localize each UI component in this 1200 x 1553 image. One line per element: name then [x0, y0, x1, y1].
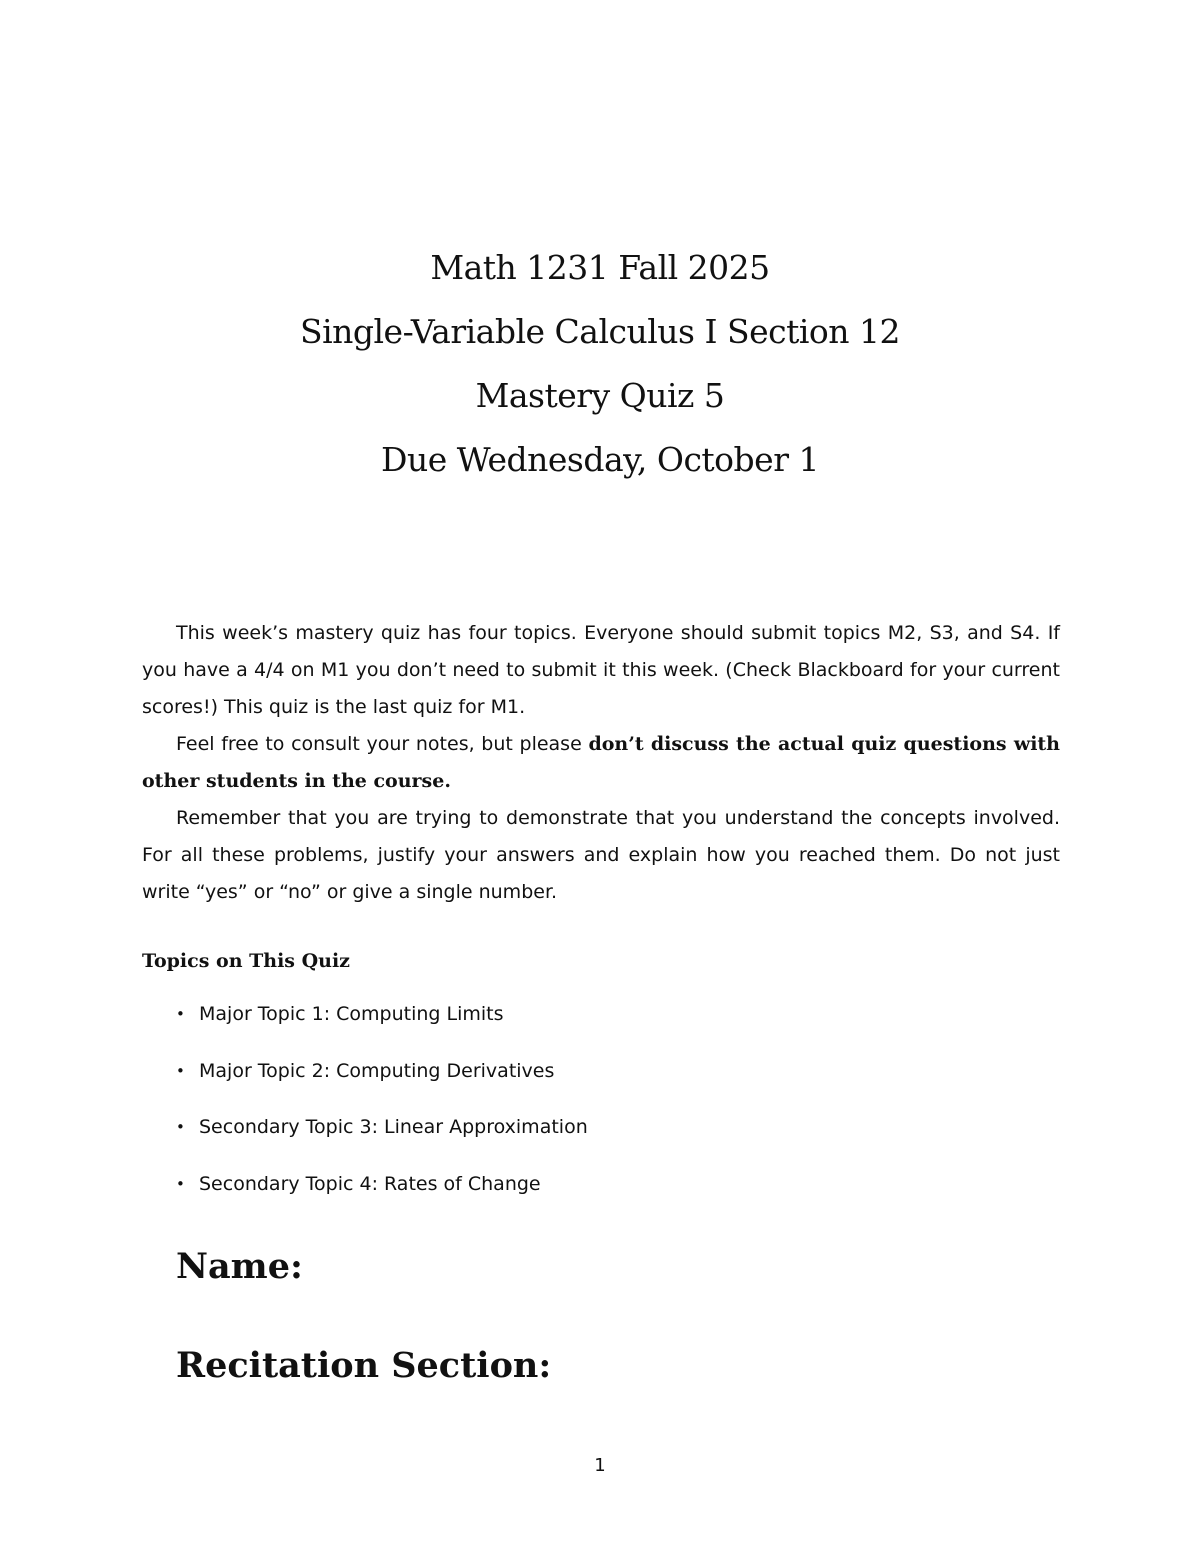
recitation-field-label: Recitation Section:	[176, 1345, 552, 1386]
title-block	[0, 236, 1200, 492]
quiz-title: Mastery Quiz 5	[475, 376, 725, 415]
name-field-label: Name:	[176, 1246, 303, 1287]
list-item	[176, 1055, 588, 1112]
list-item	[176, 1111, 588, 1168]
list-item	[176, 998, 588, 1055]
instructions-paragraph-2	[142, 726, 1060, 800]
course-name: Math 1231 Fall 2025	[430, 248, 770, 287]
bullet-icon: •	[176, 1174, 185, 1193]
topic-label: Major Topic 1: Computing Limits	[199, 1003, 504, 1025]
bullet-icon: •	[176, 1061, 185, 1080]
course-title: Single-Variable Calculus I Section 12	[299, 312, 901, 351]
page-number: 1	[594, 1455, 606, 1476]
bullet-icon: •	[176, 1005, 185, 1023]
list-item	[176, 1168, 588, 1225]
instructions-emphasis: don’t discuss the actual quiz questions with other students in the course.	[142, 733, 1060, 792]
instructions-paragraph-1: This week’s mastery quiz has four topics. Everyone should submit topics M2, S3, and S4. If you have a 4/4 on M1 you don’t need to submit it this week. (Check Blackboard for your current scores!) This quiz is the last quiz for M1.	[142, 622, 1060, 718]
bullet-icon: •	[176, 1118, 185, 1136]
instructions-paragraph-2-text: Feel free to consult your notes, but please	[176, 733, 589, 755]
topic-label: Secondary Topic 4: Rates of Change	[199, 1172, 541, 1195]
due-date: Due Wednesday, October 1	[381, 440, 819, 479]
topics-heading: Topics on This Quiz	[142, 950, 350, 972]
instructions	[142, 615, 1060, 911]
topic-label: Major Topic 2: Computing Derivatives	[199, 1059, 555, 1082]
topics-list	[176, 998, 588, 1224]
instructions-paragraph-3: Remember that you are trying to demonstrate that you understand the concepts involved. For all these problems, justify your answers and explain how you reached them. Do not just write “yes” or “no” or give a single number.	[142, 807, 1060, 903]
topic-label: Secondary Topic 3: Linear Approximation	[199, 1116, 588, 1138]
